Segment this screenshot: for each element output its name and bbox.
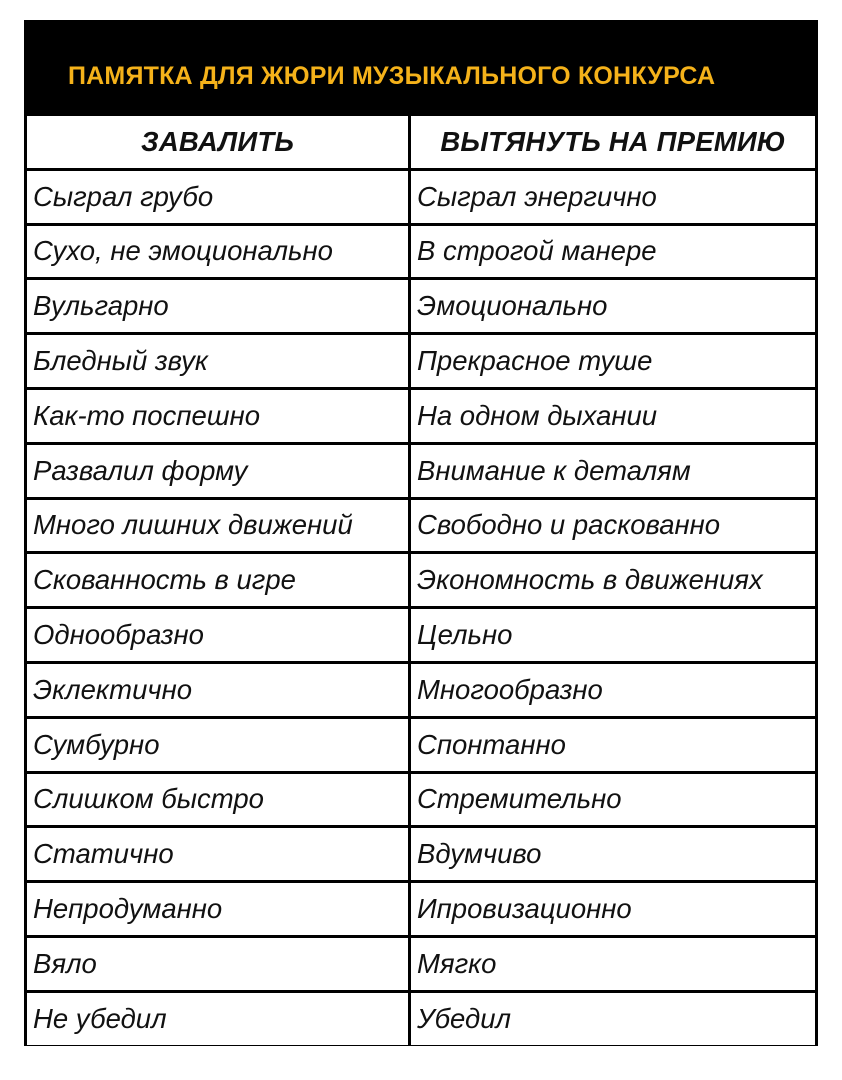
fail-cell: Статично bbox=[27, 828, 408, 880]
fail-cell: Сухо, не эмоционально bbox=[27, 226, 408, 278]
comparison-table bbox=[27, 116, 815, 1045]
fail-cell: Сыграл грубо bbox=[27, 171, 408, 223]
award-cell: Экономность в движениях bbox=[411, 554, 815, 606]
title-banner bbox=[24, 20, 818, 113]
fail-cell: Эклектично bbox=[27, 664, 408, 716]
fail-cell: Вяло bbox=[27, 938, 408, 990]
fail-cell: Много лишних движений bbox=[27, 500, 408, 552]
fail-cell: Вульгарно bbox=[27, 280, 408, 332]
award-cell: На одном дыхании bbox=[411, 390, 815, 442]
award-cell: Многообразно bbox=[411, 664, 815, 716]
award-cell: Цельно bbox=[411, 609, 815, 661]
award-cell: Внимание к деталям bbox=[411, 445, 815, 497]
column-header-fail: ЗАВАЛИТЬ bbox=[27, 116, 408, 168]
jury-memo-sheet bbox=[24, 20, 818, 1046]
award-cell: Вдумчиво bbox=[411, 828, 815, 880]
page-title: ПАМЯТКА ДЛЯ ЖЮРИ МУЗЫКАЛЬНОГО КОНКУРСА bbox=[68, 62, 716, 90]
award-cell: Спонтанно bbox=[411, 719, 815, 771]
award-cell: Убедил bbox=[411, 993, 815, 1045]
fail-cell: Не убедил bbox=[27, 993, 408, 1045]
fail-cell: Развалил форму bbox=[27, 445, 408, 497]
award-cell: Сыграл энергично bbox=[411, 171, 815, 223]
column-header-award: ВЫТЯНУТЬ НА ПРЕМИЮ bbox=[411, 116, 815, 168]
award-cell: Прекрасное туше bbox=[411, 335, 815, 387]
award-cell: Стремительно bbox=[411, 774, 815, 826]
award-cell: В строгой манере bbox=[411, 226, 815, 278]
fail-cell: Однообразно bbox=[27, 609, 408, 661]
award-cell: Эмоционально bbox=[411, 280, 815, 332]
fail-cell: Сумбурно bbox=[27, 719, 408, 771]
fail-cell: Непродуманно bbox=[27, 883, 408, 935]
award-cell: Свободно и раскованно bbox=[411, 500, 815, 552]
fail-cell: Как-то поспешно bbox=[27, 390, 408, 442]
award-cell: Мягко bbox=[411, 938, 815, 990]
award-cell: Ипровизационно bbox=[411, 883, 815, 935]
fail-cell: Бледный звук bbox=[27, 335, 408, 387]
fail-cell: Скованность в игре bbox=[27, 554, 408, 606]
fail-cell: Слишком быстро bbox=[27, 774, 408, 826]
